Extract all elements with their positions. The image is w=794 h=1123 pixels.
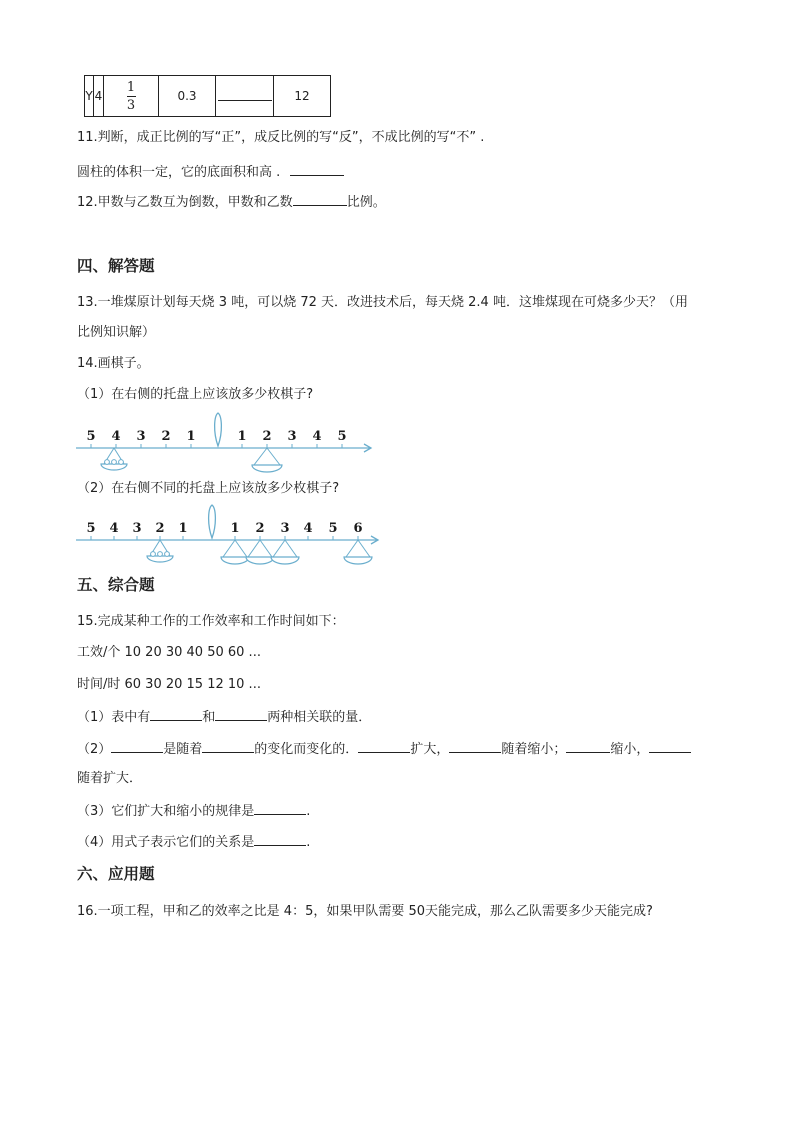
text: 随着缩小；	[501, 742, 567, 757]
section-heading: 五、综合题	[77, 576, 155, 594]
scale-number-label: 1	[178, 521, 188, 536]
q14-sub2: （2）在右侧不同的托盘上应该放多少枚棋子?	[77, 481, 340, 496]
scale-number-label: 1	[230, 521, 240, 536]
q16: 16.一项工程，甲和乙的效率之比是 4：5，如果甲队需要 50天能完成，那么乙队需要多少天能完成?	[77, 904, 653, 919]
left-pan	[101, 448, 127, 470]
table-blank-cell[interactable]	[216, 76, 274, 117]
answer-blank[interactable]	[111, 740, 163, 753]
scale-number-label: 5	[328, 521, 338, 536]
chess-piece	[105, 460, 110, 465]
section-heading: 四、解答题	[77, 257, 155, 275]
scale-number-label: 3	[132, 521, 142, 536]
chess-piece	[158, 552, 163, 557]
scale-number-label: 5	[337, 429, 347, 444]
q15-sub2	[77, 740, 691, 758]
chess-piece	[165, 552, 170, 557]
text: .	[306, 835, 311, 850]
scale-number-label: 2	[155, 521, 165, 536]
scale-number-label: 6	[353, 521, 363, 536]
table-label-cell: Y	[85, 76, 94, 117]
fulcrum	[209, 505, 216, 538]
answer-blank[interactable]	[215, 708, 267, 721]
q12-answer-blank[interactable]	[293, 193, 347, 206]
scale-number-label: 5	[86, 521, 96, 536]
balance-scale-2	[74, 502, 384, 568]
answer-blank[interactable]	[254, 802, 306, 815]
value-table	[84, 75, 331, 117]
text: 是随着	[163, 742, 203, 757]
text: .	[306, 804, 311, 819]
answer-blank[interactable]	[449, 740, 501, 753]
fulcrum	[215, 413, 222, 446]
answer-blank[interactable]	[649, 740, 691, 753]
scale-number-label: 2	[262, 429, 272, 444]
right-pan[interactable]	[344, 540, 372, 564]
scale-number-label: 2	[161, 429, 171, 444]
q13-line1: 13.一堆煤原计划每天烧 3 吨，可以烧 72 天．改进技术后，每天烧 2.4 吨．这堆煤现在可烧多少天？（用	[77, 295, 688, 310]
q11-prompt: 11.判断，成正比例的写“正”，成反比例的写“反”，不成比例的写“不” .	[77, 130, 485, 145]
chess-piece	[151, 552, 156, 557]
scale-number-label: 1	[186, 429, 196, 444]
text: （4）用式子表示它们的关系是	[77, 835, 255, 850]
q12-text-before: 12.甲数与乙数互为倒数，甲数和乙数	[77, 195, 293, 210]
q15-sub4	[77, 833, 310, 851]
scale-number-label: 4	[111, 429, 121, 444]
text: （1）表中有	[77, 710, 151, 725]
answer-blank[interactable]	[218, 88, 272, 101]
text: 两种相关联的量．	[267, 710, 372, 725]
scale-number-label: 3	[280, 521, 290, 536]
table-cell: 0.3	[159, 76, 216, 117]
table-cell: 4	[94, 76, 104, 117]
scale-number-label: 2	[255, 521, 265, 536]
chess-piece	[119, 460, 124, 465]
scale-number-label: 3	[287, 429, 297, 444]
chess-piece	[112, 460, 117, 465]
fraction-denominator: 3	[126, 98, 136, 113]
answer-blank[interactable]	[358, 740, 410, 753]
scale-number-label: 4	[109, 521, 119, 536]
answer-blank[interactable]	[150, 708, 202, 721]
scale-number-label: 4	[312, 429, 322, 444]
scale-number-label: 3	[136, 429, 146, 444]
left-pan	[147, 540, 173, 562]
right-pan[interactable]	[271, 540, 299, 564]
q14-sub1: （1）在右侧的托盘上应该放多少枚棋子?	[77, 387, 314, 402]
q15-sub3	[77, 802, 310, 820]
scale-number-label: 4	[303, 521, 313, 536]
text: 缩小，	[610, 742, 650, 757]
q15-row-efficiency: 工效/个 10 20 30 40 50 60 ...	[77, 645, 261, 660]
q13-line2: 比例知识解）	[77, 325, 156, 340]
q11-item-text: 圆柱的体积一定，它的底面积和高 .	[77, 165, 281, 180]
q15-title: 15.完成某种工作的工作效率和工作时间如下：	[77, 614, 345, 629]
text: 和	[202, 710, 216, 725]
fraction-numerator: 1	[126, 80, 136, 95]
balance-scale-1	[74, 410, 378, 476]
right-pan[interactable]	[246, 540, 274, 564]
right-pan[interactable]	[221, 540, 249, 564]
q15-sub1	[77, 708, 371, 726]
right-pan[interactable]	[252, 448, 282, 472]
q15-row-time: 时间/时 60 30 20 15 12 10 ...	[77, 677, 261, 692]
text: （3）它们扩大和缩小的规律是	[77, 804, 255, 819]
text: 扩大，	[410, 742, 450, 757]
q11-answer-blank[interactable]	[290, 163, 344, 176]
answer-blank[interactable]	[202, 740, 254, 753]
q11-item	[77, 163, 344, 181]
q12	[77, 193, 386, 211]
q15-sub2-cont: 随着扩大．	[77, 771, 143, 786]
answer-blank[interactable]	[254, 833, 306, 846]
table-fraction-cell	[104, 76, 159, 117]
q12-text-after: 比例。	[346, 195, 386, 210]
text: （2）	[77, 742, 112, 757]
answer-blank[interactable]	[566, 740, 610, 753]
scale-number-label: 5	[86, 429, 96, 444]
fraction	[127, 81, 136, 112]
text: 的变化而变化的．	[254, 742, 359, 757]
q14-title: 14.画棋子。	[77, 356, 150, 371]
scale-number-label: 1	[237, 429, 247, 444]
section-heading: 六、应用题	[77, 865, 155, 883]
table-cell: 12	[274, 76, 331, 117]
